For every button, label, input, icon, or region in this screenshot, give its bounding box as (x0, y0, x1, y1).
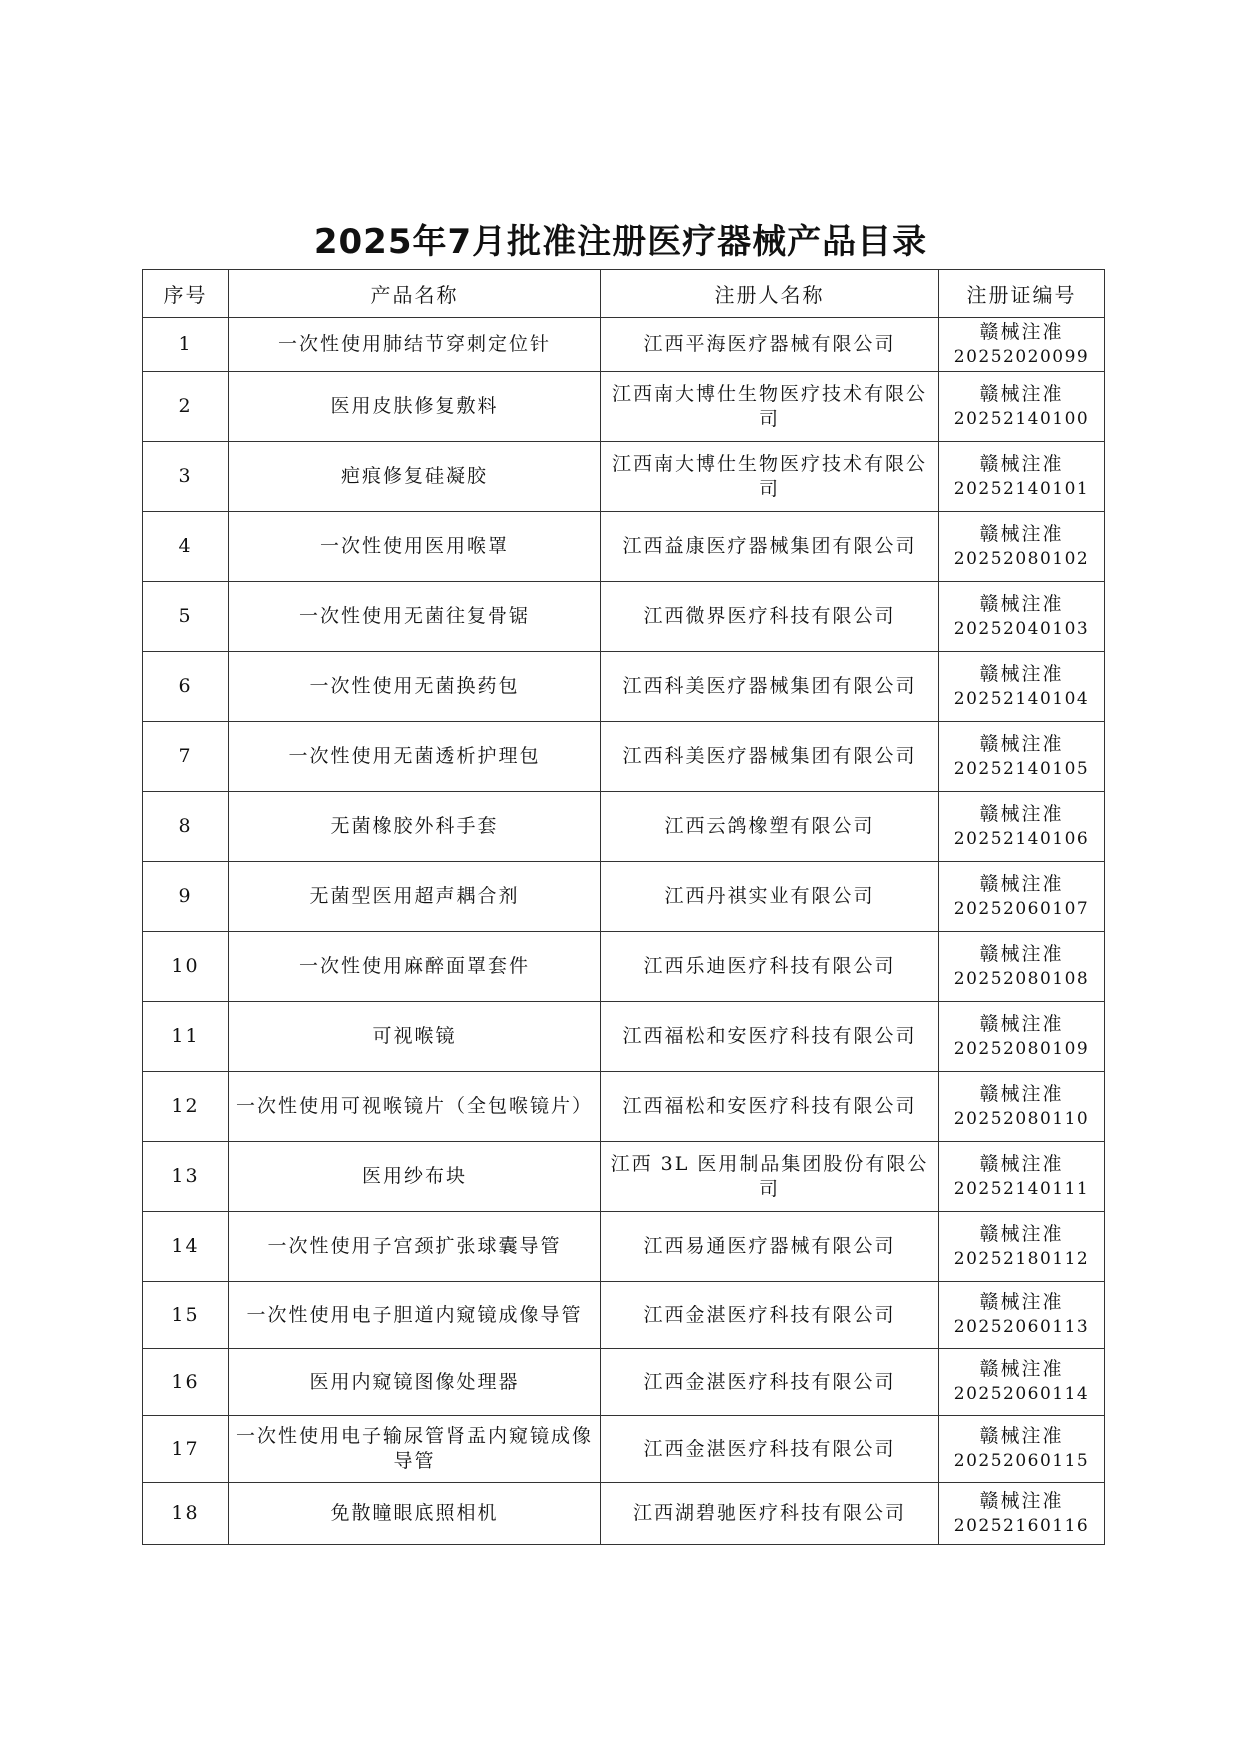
cell-certificate-no (939, 442, 1105, 512)
cell-registrant-name: 江西易通医疗器械有限公司 (601, 1212, 939, 1282)
certificate-prefix: 赣械注准 (979, 942, 1064, 965)
certificate-prefix: 赣械注准 (979, 732, 1064, 755)
cell-certificate-no (939, 862, 1105, 932)
cell-serial-no: 16 (143, 1349, 229, 1416)
cell-serial-no: 3 (143, 442, 229, 512)
cell-certificate-no (939, 652, 1105, 722)
table-row (143, 1349, 1105, 1416)
cell-serial-no: 4 (143, 512, 229, 582)
certificate-prefix: 赣械注准 (979, 662, 1064, 685)
certificate-number: 20252060115 (953, 1451, 1090, 1471)
cell-product-name: 可视喉镜 (229, 1002, 601, 1072)
cell-registrant-name: 江西益康医疗器械集团有限公司 (601, 512, 939, 582)
cell-serial-no: 10 (143, 932, 229, 1002)
table-row (143, 932, 1105, 1002)
cell-certificate-no (939, 1142, 1105, 1212)
cell-certificate-no (939, 722, 1105, 792)
header-product-name: 产品名称 (229, 270, 601, 318)
certificate-prefix: 赣械注准 (979, 1291, 1064, 1313)
certificate-number: 20252080102 (953, 548, 1090, 569)
certificate-prefix: 赣械注准 (979, 802, 1064, 825)
cell-registrant-name: 江西湖碧驰医疗科技有限公司 (601, 1483, 939, 1545)
certificate-prefix: 赣械注准 (979, 1425, 1064, 1447)
table-row (143, 1002, 1105, 1072)
cell-registrant-name: 江西科美医疗器械集团有限公司 (601, 722, 939, 792)
table-row (143, 1416, 1105, 1483)
cell-registrant-name: 江西福松和安医疗科技有限公司 (601, 1002, 939, 1072)
cell-registrant-name: 江西南大博仕生物医疗技术有限公司 (601, 442, 939, 512)
certificate-number: 20252060107 (953, 898, 1090, 919)
table-row (143, 1212, 1105, 1282)
certificate-number: 20252080110 (953, 1108, 1090, 1129)
cell-registrant-name: 江西南大博仕生物医疗技术有限公司 (601, 372, 939, 442)
cell-certificate-no (939, 792, 1105, 862)
cell-serial-no: 7 (143, 722, 229, 792)
certificate-number: 20252060114 (953, 1384, 1090, 1404)
cell-product-name: 一次性使用无菌换药包 (229, 652, 601, 722)
cell-product-name: 医用内窥镜图像处理器 (229, 1349, 601, 1416)
table-row (143, 1483, 1105, 1545)
certificate-number: 20252080109 (953, 1038, 1090, 1059)
cell-product-name: 一次性使用子宫颈扩张球囊导管 (229, 1212, 601, 1282)
table-row (143, 1282, 1105, 1349)
cell-serial-no: 1 (143, 318, 229, 372)
cell-registrant-name: 江西金湛医疗科技有限公司 (601, 1349, 939, 1416)
cell-certificate-no (939, 1282, 1105, 1349)
cell-certificate-no (939, 1072, 1105, 1142)
cell-serial-no: 6 (143, 652, 229, 722)
cell-registrant-name: 江西微界医疗科技有限公司 (601, 582, 939, 652)
cell-certificate-no (939, 372, 1105, 442)
table-row (143, 318, 1105, 372)
cell-certificate-no (939, 1002, 1105, 1072)
certificate-prefix: 赣械注准 (979, 320, 1064, 343)
table-row (143, 1142, 1105, 1212)
certificate-number: 20252160116 (953, 1515, 1090, 1536)
cell-product-name: 无菌型医用超声耦合剂 (229, 862, 601, 932)
cell-certificate-no (939, 318, 1105, 372)
table-header-row (143, 270, 1105, 318)
cell-registrant-name: 江西福松和安医疗科技有限公司 (601, 1072, 939, 1142)
certificate-prefix: 赣械注准 (979, 1012, 1064, 1035)
certificate-prefix: 赣械注准 (979, 872, 1064, 895)
table-row (143, 442, 1105, 512)
product-catalog-table (142, 269, 1105, 1545)
cell-product-name: 一次性使用无菌往复骨锯 (229, 582, 601, 652)
certificate-number: 20252140106 (953, 828, 1090, 849)
certificate-number: 20252140104 (953, 688, 1090, 709)
cell-product-name: 一次性使用麻醉面罩套件 (229, 932, 601, 1002)
cell-product-name: 医用纱布块 (229, 1142, 601, 1212)
table-row (143, 372, 1105, 442)
cell-product-name: 无菌橡胶外科手套 (229, 792, 601, 862)
table-row (143, 1072, 1105, 1142)
cell-certificate-no (939, 1416, 1105, 1483)
cell-product-name: 疤痕修复硅凝胶 (229, 442, 601, 512)
cell-registrant-name: 江西云鸽橡塑有限公司 (601, 792, 939, 862)
cell-product-name: 一次性使用电子胆道内窥镜成像导管 (229, 1282, 601, 1349)
certificate-number: 20252140111 (953, 1178, 1090, 1199)
cell-product-name: 免散瞳眼底照相机 (229, 1483, 601, 1545)
certificate-prefix: 赣械注准 (979, 1152, 1064, 1175)
cell-serial-no: 17 (143, 1416, 229, 1483)
cell-certificate-no (939, 1483, 1105, 1545)
certificate-prefix: 赣械注准 (979, 1489, 1064, 1512)
table-row (143, 722, 1105, 792)
certificate-number: 20252040103 (953, 618, 1090, 639)
page-title: 2025年7月批准注册医疗器械产品目录 (313, 222, 928, 262)
cell-product-name: 一次性使用肺结节穿刺定位针 (229, 318, 601, 372)
certificate-prefix: 赣械注准 (979, 1358, 1064, 1380)
certificate-number: 20252140101 (953, 478, 1090, 499)
cell-registrant-name: 江西金湛医疗科技有限公司 (601, 1282, 939, 1349)
cell-serial-no: 9 (143, 862, 229, 932)
table-row (143, 582, 1105, 652)
cell-certificate-no (939, 582, 1105, 652)
cell-product-name: 一次性使用电子输尿管肾盂内窥镜成像导管 (229, 1416, 601, 1483)
cell-registrant-name: 江西科美医疗器械集团有限公司 (601, 652, 939, 722)
cell-serial-no: 14 (143, 1212, 229, 1282)
certificate-number: 20252020099 (953, 346, 1090, 367)
cell-certificate-no (939, 932, 1105, 1002)
certificate-prefix: 赣械注准 (979, 382, 1064, 405)
certificate-prefix: 赣械注准 (979, 1082, 1064, 1105)
certificate-prefix: 赣械注准 (979, 522, 1064, 545)
cell-serial-no: 18 (143, 1483, 229, 1545)
table-row (143, 512, 1105, 582)
certificate-prefix: 赣械注准 (979, 1222, 1064, 1245)
table-row (143, 862, 1105, 932)
cell-certificate-no (939, 512, 1105, 582)
cell-product-name: 医用皮肤修复敷料 (229, 372, 601, 442)
certificate-number: 20252180112 (953, 1248, 1090, 1269)
certificate-number: 20252140105 (953, 758, 1090, 779)
header-serial-no: 序号 (143, 270, 229, 318)
certificate-prefix: 赣械注准 (979, 592, 1064, 615)
cell-serial-no: 12 (143, 1072, 229, 1142)
cell-serial-no: 2 (143, 372, 229, 442)
cell-product-name: 一次性使用医用喉罩 (229, 512, 601, 582)
cell-registrant-name: 江西丹祺实业有限公司 (601, 862, 939, 932)
cell-registrant-name: 江西 3L 医用制品集团股份有限公司 (601, 1142, 939, 1212)
cell-serial-no: 5 (143, 582, 229, 652)
header-registrant-name: 注册人名称 (601, 270, 939, 318)
header-certificate-no: 注册证编号 (939, 270, 1105, 318)
cell-serial-no: 13 (143, 1142, 229, 1212)
cell-certificate-no (939, 1212, 1105, 1282)
cell-product-name: 一次性使用无菌透析护理包 (229, 722, 601, 792)
certificate-number: 20252060113 (953, 1317, 1090, 1337)
certificate-number: 20252140100 (953, 408, 1090, 429)
cell-registrant-name: 江西金湛医疗科技有限公司 (601, 1416, 939, 1483)
cell-serial-no: 8 (143, 792, 229, 862)
cell-registrant-name: 江西平海医疗器械有限公司 (601, 318, 939, 372)
cell-registrant-name: 江西乐迪医疗科技有限公司 (601, 932, 939, 1002)
certificate-prefix: 赣械注准 (979, 452, 1064, 475)
cell-product-name: 一次性使用可视喉镜片（全包喉镜片） (229, 1072, 601, 1142)
table-row (143, 652, 1105, 722)
cell-certificate-no (939, 1349, 1105, 1416)
table-row (143, 792, 1105, 862)
certificate-number: 20252080108 (953, 968, 1090, 989)
cell-serial-no: 15 (143, 1282, 229, 1349)
cell-serial-no: 11 (143, 1002, 229, 1072)
